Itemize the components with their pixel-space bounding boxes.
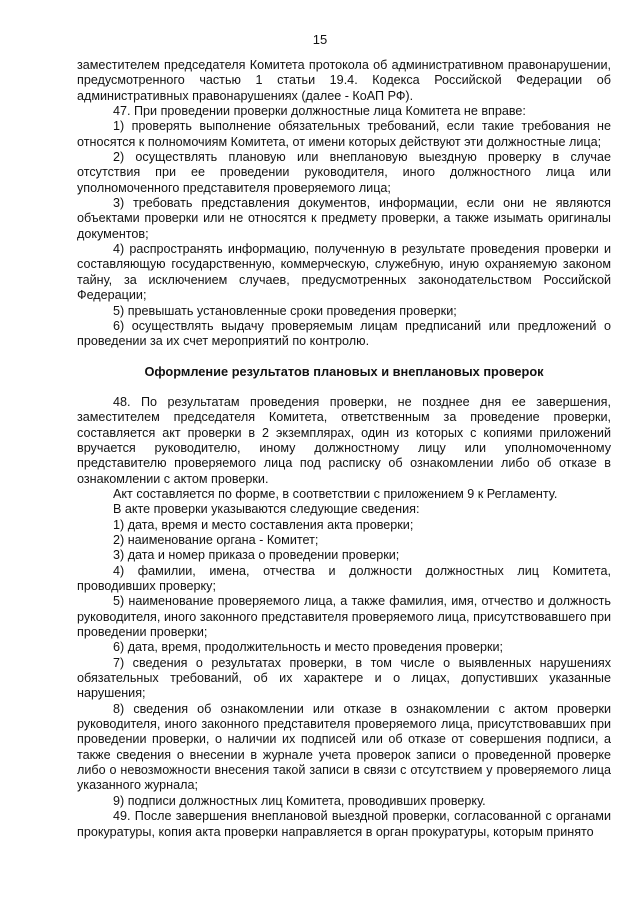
document-body	[77, 58, 611, 840]
list-item: 4) распространять информацию, полученную в результате проведения проверки и составляющую государственную, коммерческую, служебную, иную охраняемую законом тайну, за исключением случаев, предусмотренных законодательством Российской Федерации;	[77, 242, 611, 303]
list-item: 7) сведения о результатах проверки, в том числе о выявленных нарушениях обязательных требований, об их характере и о лицах, допустивших указанные нарушения;	[77, 655, 611, 701]
list-item: 8) сведения об ознакомлении или отказе в ознакомлении с актом проверки руководителя, иного законного представителя проверяемого лица, присутствовавших при проведении проверки, о наличии их подписей или об отказе от совершения подписи, а также сведения о внесении в журнале учета проверок записи о проведенной проверке либо о невозможности внесения такой записи в связи с отсутствием у проверяемого лица указанного журнала;	[77, 701, 611, 793]
list-item: 3) требовать представления документов, информации, если они не являются объектами проверки или не относятся к предмету проверки, а также изымать оригиналы документов;	[77, 196, 611, 241]
list-item: 5) наименование проверяемого лица, а также фамилия, имя, отчество и должность руководителя, иного законного представителя проверяемого лица, присутствовавшего при проведении проверки;	[77, 594, 611, 640]
list-item: 9) подписи должностных лиц Комитета, проводивших проверку.	[113, 793, 486, 808]
paragraph: Акт составляется по форме, в соответствии с приложением 9 к Регламенту.	[113, 486, 558, 501]
list-item: 6) дата, время, продолжительность и место проведения проверки;	[113, 640, 504, 655]
list-item: 4) фамилии, имена, отчества и должности должностных лиц Комитета, проводивших проверку;	[77, 563, 611, 593]
list-item: 2) осуществлять плановую или внеплановую выездную проверку в случае отсутствия при ее проведении руководителя, иного должностного лица или уполномоченного представителя проверяемого лица;	[77, 150, 611, 195]
paragraph: В акте проверки указываются следующие сведения:	[113, 502, 420, 517]
paragraph-49: 49. После завершения внеплановой выездной проверки, согласованной с органами прокуратуры, копия акта проверки направляется в орган прокуратуры, которым принято	[77, 809, 611, 839]
list-item: 3) дата и номер приказа о проведении проверки;	[113, 548, 400, 563]
page-number: 15	[312, 32, 328, 47]
list-item: 5) превышать установленные сроки проведения проверки;	[113, 303, 457, 318]
paragraph-48: 48. По результатам проведения проверки, не позднее дня ее завершения, заместителем председателя Комитета, ответственным за проведение проверки, составляется акт проверки в 2 экземплярах, один из которых с копиями приложений вручается руководителю, иному должностному лицу или уполномоченному представителю проверяемого лица под расписку об ознакомлении либо об отказе в ознакомлении с актом проверки.	[77, 394, 611, 486]
list-item: 2) наименование органа - Комитет;	[113, 532, 319, 547]
paragraph-47: 47. При проведении проверки должностные лица Комитета не вправе:	[113, 104, 526, 119]
section-heading: Оформление результатов плановых и внеплановых проверок	[144, 363, 544, 379]
list-item: 1) дата, время и место составления акта проверки;	[113, 517, 414, 532]
paragraph-continuation: заместителем председателя Комитета протокола об административном правонарушении, предусмотренного частью 1 статьи 19.4. Кодекса Российской Федерации об административных правонарушениях (далее - КоАП РФ).	[77, 58, 611, 103]
list-item: 1) проверять выполнение обязательных требований, если такие требования не относятся к полномочиям Комитета, от имени которых действуют эти должностные лица;	[77, 119, 611, 149]
list-item: 6) осуществлять выдачу проверяемым лицам предписаний или предложений о проведении за их счет мероприятий по контролю.	[77, 318, 611, 349]
